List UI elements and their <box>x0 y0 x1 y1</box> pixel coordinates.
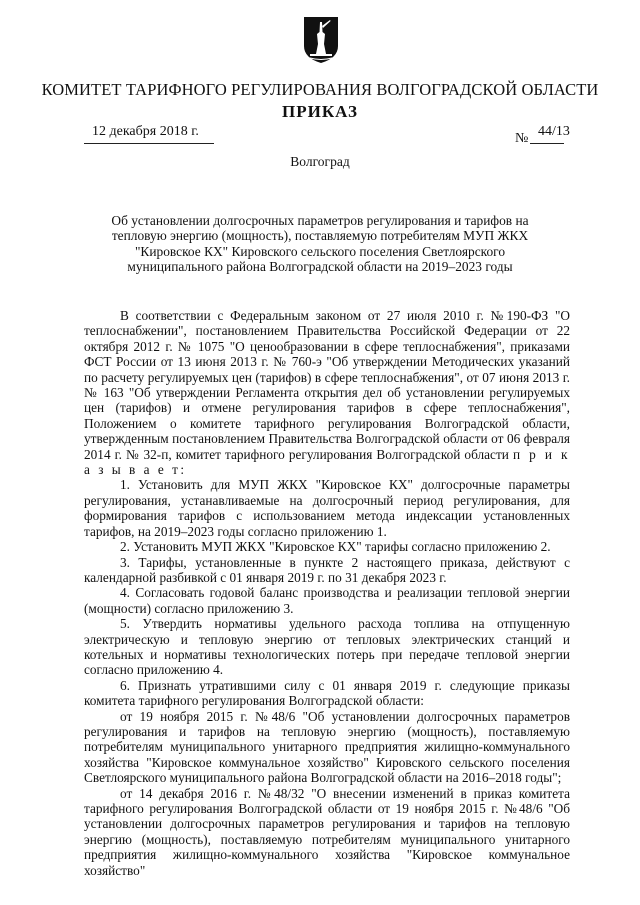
item-3: 3. Тарифы, установленные в пункте 2 настоящего приказа, действуют с календарной разбивкой с 01 января 2019 г. по 31 декабря 2023 г. <box>84 554 570 585</box>
item-6: 6. Признать утратившими силу с 01 января 2019 г. следующие приказы комитета тарифного регулирования Волгоградской области: <box>84 677 570 709</box>
committee-name: КОМИТЕТ ТАРИФНОГО РЕГУЛИРОВАНИЯ ВОЛГОГРАДСКОЙ ОБЛАСТИ <box>41 80 599 99</box>
document-body <box>84 308 570 878</box>
item-4: 4. Согласовать годовой баланс производства и реализации тепловой энергии (мощности) согласно приложению 3. <box>84 585 570 616</box>
item-1: 1. Установить для МУП ЖКХ "Кировское КХ" долгосрочные параметры регулирования, устанавливаемые на долгосрочный период регулирования, для формирования тарифов с использованием метода индексации установленных тарифов, на 2019–2023 годы согласно приложению 1. <box>84 477 570 539</box>
repealed-order-2: от 14 декабря 2016 г. №48/32 "О внесении изменений в приказ комитета тарифного регулирования Волгоградской области от 19 ноября 2015 г. №48/6 "Об установлении долгосрочных параметров регулирования и тарифов на тепловую энергию (мощность), поставляемую потребителям муниципального унитарного предприятия жилищно-коммунального хозяйства "Кировское коммунальное хозяйство" <box>84 785 570 878</box>
item-5: 5. Утвердить нормативы удельного расхода топлива на отпущенную электрическую и тепловую энергию от тепловых электрических станций и котельных и нормативы технологических потерь при передаче тепловой энергии согласно приложению 4. <box>84 616 570 678</box>
document-subject: Об установлении долгосрочных параметров регулирования и тарифов на тепловую энергию (мощность), поставляемую потребителям МУП ЖКХ "Кировское КХ" Кировского сельского поселения Светлоярского муниципального района Волгоградской области на 2019–2023 годы <box>111 213 529 274</box>
preamble-paragraph <box>84 308 570 477</box>
document-title: ПРИКАЗ <box>282 102 358 121</box>
preamble-text: В соответствии с Федеральным законом от 27 июля 2010 г. №190-ФЗ "О теплоснабжении", постановлением Правительства Российской Федерации от 22 октября 2012 г. № 1075 "О ценообразовании в сфере теплоснабжения", приказами ФСТ России от 13 июня 2013 г. № 760-э "Об утверждении Методических указаний по расчету регулируемых цен (тарифов) в сфере теплоснабжения", от 07 июня 2013 г. № 163 "Об утверждении Регламента открытия дел об установлении регулируемых цен (тарифов) и отмене регулирования тарифов в сфере теплоснабжения", Положением о комитете тарифного регулирования Волгоградской области, утвержденным постановлением Правительства Волгоградской области от 06 февраля 2014 г. № 32-п, комитет тарифного регулирования Волгоградской области <box>84 308 570 462</box>
volgograd-coat-of-arms-icon <box>303 16 339 64</box>
date-underline <box>84 143 214 144</box>
document-date: 12 декабря 2018 г. <box>92 124 199 139</box>
item-2: 2. Установить МУП ЖКХ "Кировское КХ" тарифы согласно приложению 2. <box>120 539 551 555</box>
number-sign: № <box>515 131 529 146</box>
number-underline <box>530 143 564 144</box>
repealed-order-1: от 19 ноября 2015 г. №48/6 "Об установлении долгосрочных параметров регулирования и тарифов на тепловую энергию (мощность), поставляемую потребителям муниципального унитарного предприятия жилищно-коммунального хозяйства "Кировское коммунальное хозяйство" Кировского сельского поселения Светлоярского муниципального района Волгоградской области на 2016–2018 годы"; <box>84 708 570 786</box>
order-word: п р и к а з ы в а е т: <box>84 446 570 478</box>
city: Волгоград <box>290 154 350 169</box>
document-number: 44/13 <box>538 124 570 139</box>
